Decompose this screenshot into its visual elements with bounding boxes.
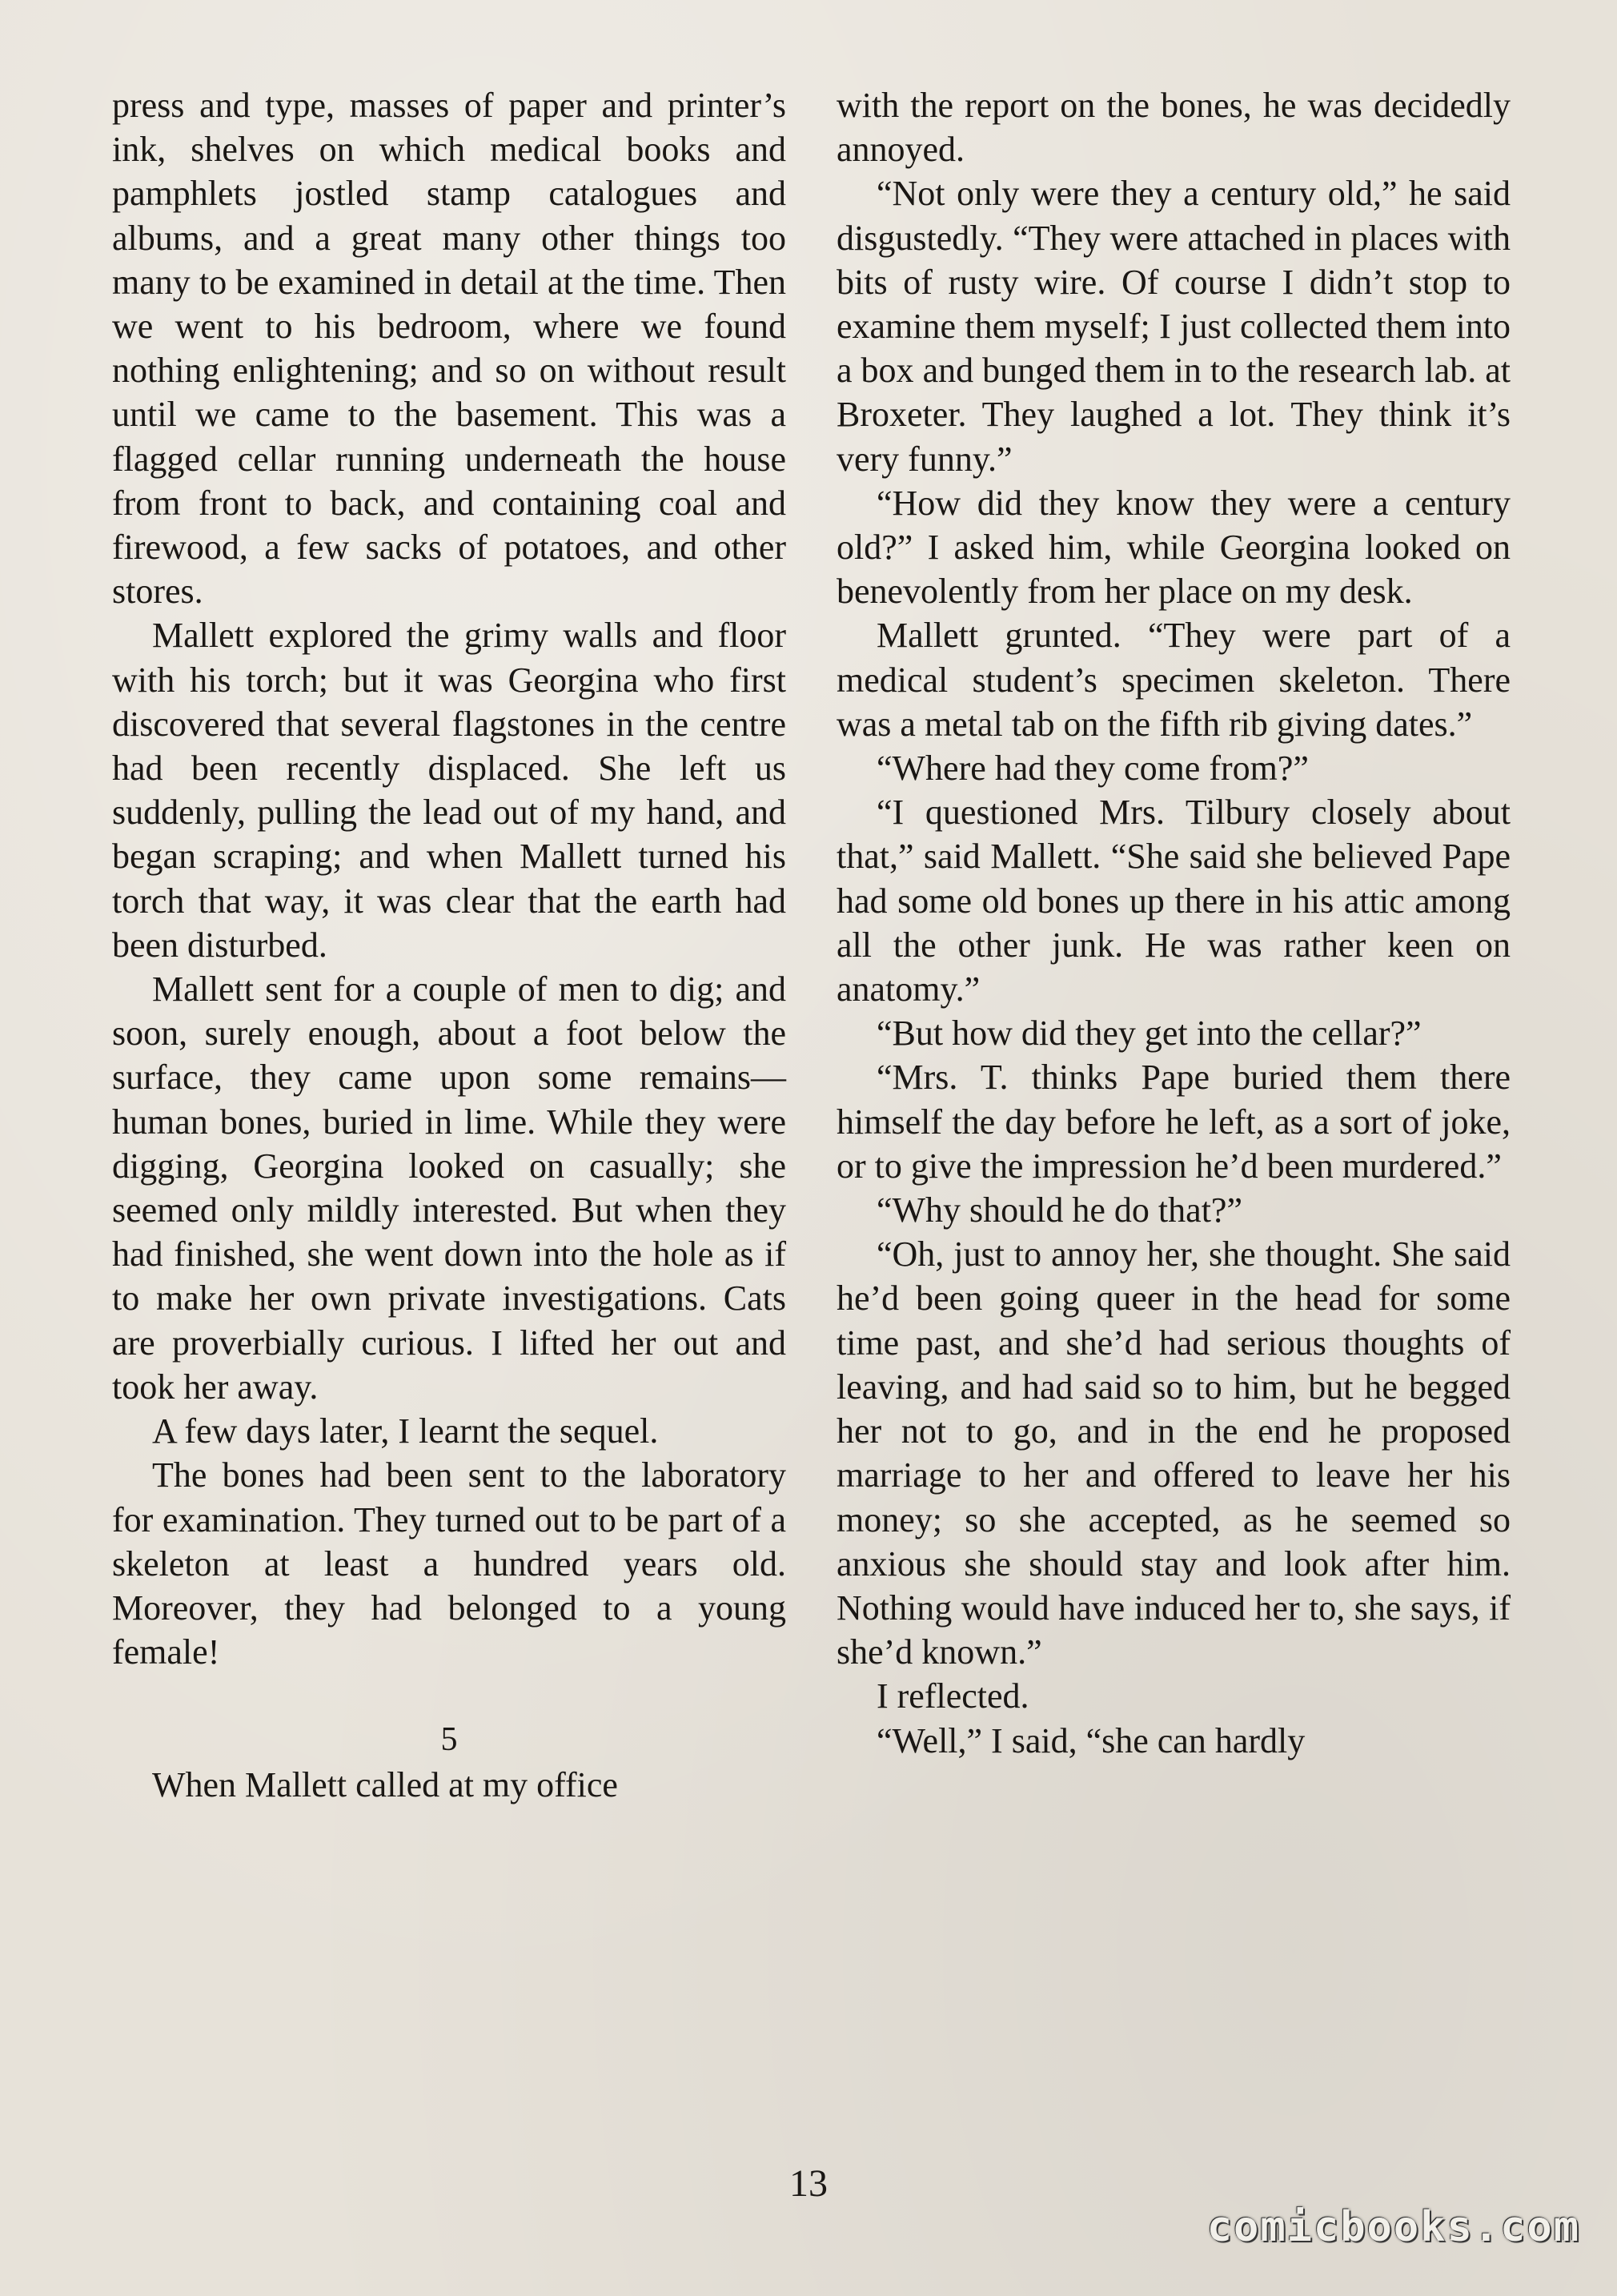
paragraph: Mallett grunted. “They were part of a medical student’s specimen skeleton. There was a metal tab on the fifth rib giving dates.” [837,616,1511,744]
paragraph: “I questioned Mrs. Tilbury closely about that,” said Mallett. “She said she believed Pape had some old bones up there in his attic among all the other junk. He was rather keen on anatomy.” [837,793,1511,1010]
paragraph: When Mallett called at my office [152,1764,618,1804]
page-number: 13 [789,2162,828,2205]
paragraph: “Mrs. T. thinks Pape buried them there himself the day before he left, as a sort of joke, or to give the impression he’d been murdered.” [837,1058,1511,1186]
paragraph: “Oh, just to annoy her, she thought. She said he’d been going queer in the head for some time past, and she’d had serious thoughts of leaving, and had said so to him, but he begged her not to go, and in the end he proposed marriage to her and offered to leave her his money; so she accepted, as he seemed so anxious she should stay and look after him. Nothing would have induced her to, she says, if she’d known.” [837,1234,1511,1672]
right-column [837,83,1511,1763]
paragraph: “Why should he do that?” [877,1190,1242,1230]
paragraph: “Where had they come from?” [877,749,1309,789]
paragraph: Mallett sent for a couple of men to dig; and soon, surely enough, about a foot below the surface, they came upon some remains—human bones, buried in lime. While they were digging, Georgina looked on casually; she seemed only mildly interested. But when they had finished, she went down into the hole as if to make her own private investigations. Cats are proverbially curious. I lifted her out and took her away. [112,969,786,1407]
paragraph: “Not only were they a century old,” he said disgustedly. “They were attached in places with bits of rusty wire. Of course I didn’t stop to examine them myself; I just collected them into a box and bunged them in to the research lab. at Broxeter. They laughed a lot. They think it’s very funny.” [837,174,1511,479]
paragraph: “How did they know they were a century old?” I asked him, while Georgina looked on benevolently from her place on my desk. [837,483,1511,612]
paragraph: The bones had been sent to the laboratory for examination. They turned out to be part of a skeleton at least a hundred years old. Moreover, they had belonged to a young female! [112,1455,786,1672]
paragraph: with the report on the bones, he was decidedly annoyed. [837,86,1511,170]
watermark: comicbooks.com [1206,2203,1580,2251]
paragraph: “Well,” I said, “she can hardly [877,1720,1306,1760]
paragraph: A few days later, I learnt the sequel. [152,1411,659,1451]
paragraph: Mallett explored the grimy walls and floor with his torch; but it was Georgina who first discovered that several flagstones in the centre had been recently displaced. She left us suddenly, pulling the lead out of my hand, and began scraping; and when Mallett turned his torch that way, it was clear that the earth had been disturbed. [112,616,786,965]
paragraph: press and type, masses of paper and printer’s ink, shelves on which medical books and pamphlets jostled stamp catalogues and albums, and a great many other things too many to be examined in detail at the time. Then we went to his bedroom, where we found nothing enlightening; and so on without result until we came to the basement. This was a flagged cellar running underneath the house from front to back, and containing coal and firewood, a few sacks of potatoes, and other stores. [112,86,786,612]
paragraph: I reflected. [877,1676,1029,1716]
paragraph: “But how did they get into the cellar?” [877,1014,1422,1054]
left-column [112,83,786,1807]
section-number: 5 [440,1721,458,1759]
